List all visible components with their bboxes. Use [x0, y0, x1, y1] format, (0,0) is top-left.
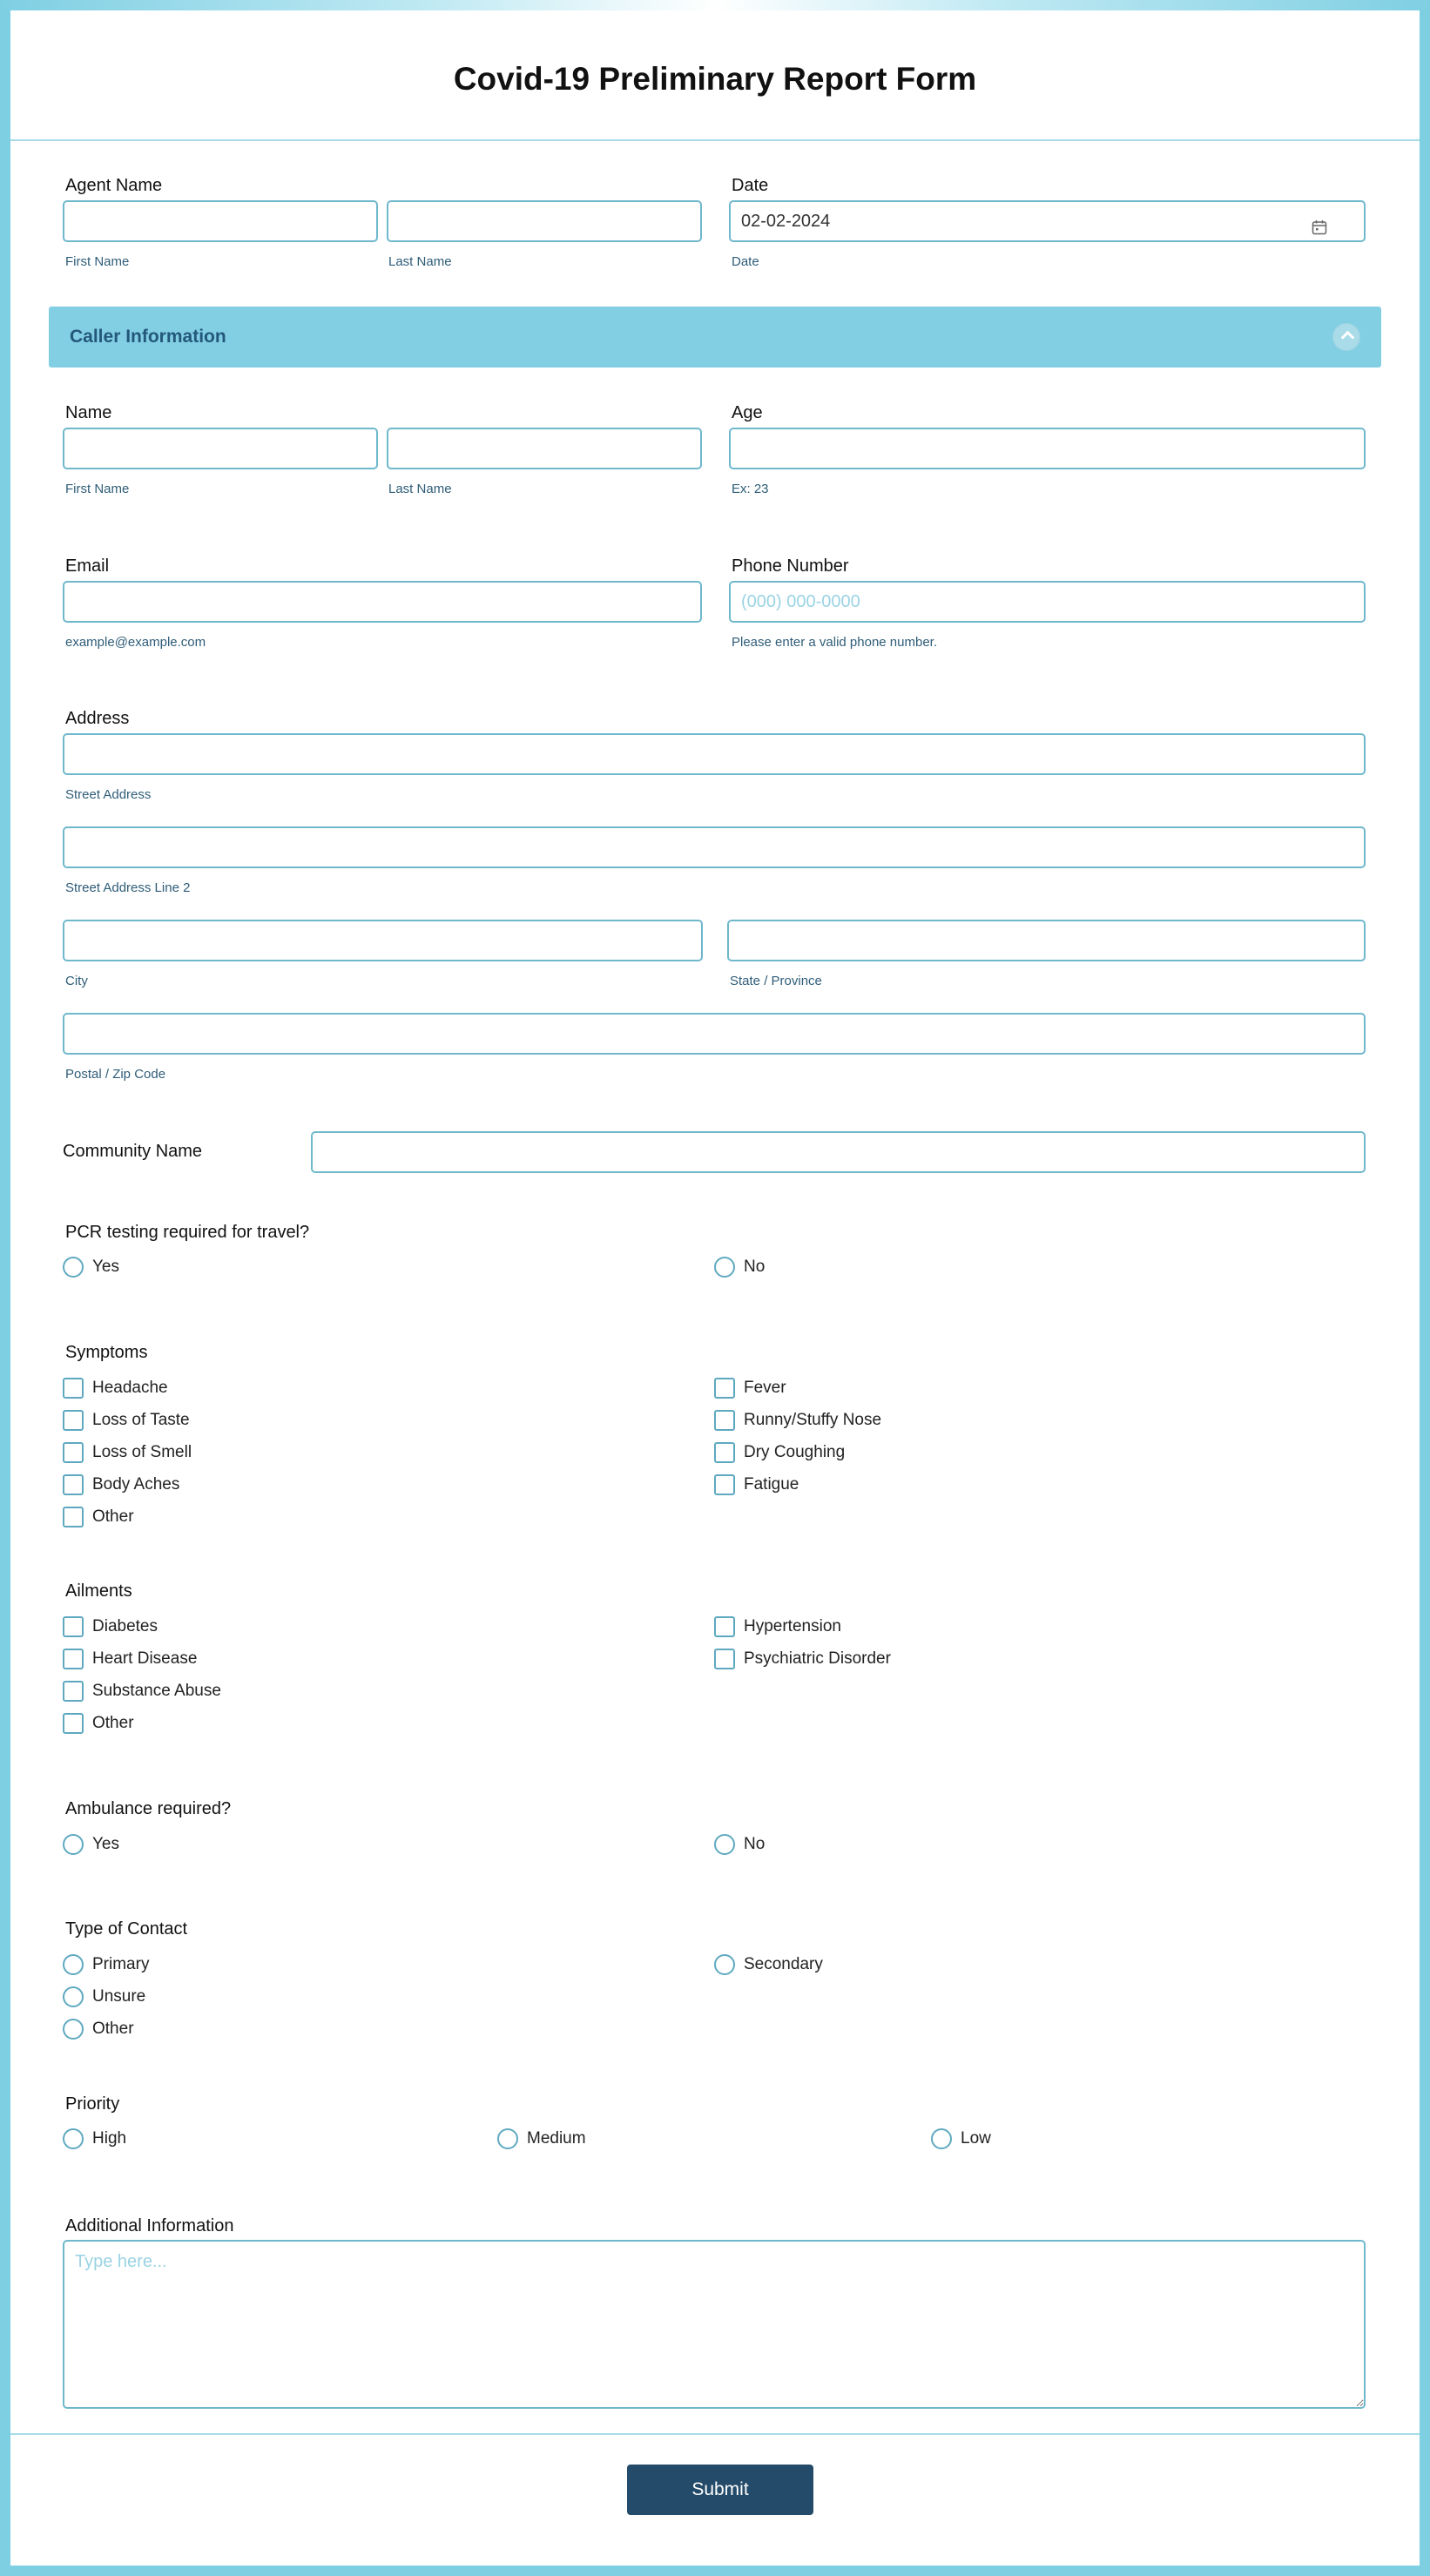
- pcr-label: PCR testing required for travel?: [65, 1223, 310, 1242]
- symptom-other[interactable]: Other: [63, 1506, 134, 1528]
- age-sublabel: Ex: 23: [732, 482, 769, 496]
- header-divider: [10, 139, 1420, 141]
- date-sublabel: Date: [732, 254, 759, 269]
- radio-circle[interactable]: [714, 1954, 735, 1975]
- date-input[interactable]: [729, 200, 1366, 242]
- contact-option-secondary[interactable]: Secondary: [714, 1953, 823, 1976]
- city-sublabel: City: [65, 974, 88, 988]
- email-input[interactable]: [63, 581, 702, 623]
- checkbox[interactable]: [714, 1442, 735, 1463]
- caller-last-name-input[interactable]: [387, 428, 702, 469]
- symptom-headache[interactable]: Headache: [63, 1377, 168, 1399]
- checkbox[interactable]: [63, 1410, 84, 1431]
- symptoms-label: Symptoms: [65, 1343, 148, 1362]
- top-gradient-bar: [0, 0, 1430, 10]
- priority-option-medium[interactable]: Medium: [497, 2128, 586, 2150]
- street-address-2-input[interactable]: [63, 826, 1366, 868]
- radio-circle[interactable]: [931, 2128, 952, 2149]
- agent-last-name-input[interactable]: [387, 200, 702, 242]
- caller-last-name-sublabel: Last Name: [388, 482, 452, 496]
- ailment-substance-abuse[interactable]: Substance Abuse: [63, 1680, 221, 1703]
- priority-option-high[interactable]: High: [63, 2128, 126, 2150]
- additional-info-label: Additional Information: [65, 2216, 234, 2235]
- checkbox[interactable]: [714, 1474, 735, 1495]
- checkbox[interactable]: [714, 1616, 735, 1637]
- radio-circle[interactable]: [714, 1834, 735, 1855]
- checkbox[interactable]: [63, 1616, 84, 1637]
- street-address-sublabel: Street Address: [65, 787, 152, 802]
- email-sublabel: example@example.com: [65, 635, 206, 650]
- caller-information-section[interactable]: [49, 307, 1381, 368]
- priority-option-low[interactable]: Low: [931, 2128, 991, 2150]
- checkbox[interactable]: [63, 1378, 84, 1399]
- radio-circle[interactable]: [497, 2128, 518, 2149]
- symptom-body-aches[interactable]: Body Aches: [63, 1473, 179, 1496]
- symptom-dry-coughing[interactable]: Dry Coughing: [714, 1441, 845, 1464]
- ailments-label: Ailments: [65, 1581, 132, 1601]
- radio-circle[interactable]: [63, 1986, 84, 2007]
- address-label: Address: [65, 709, 130, 728]
- ambulance-option-no[interactable]: No: [714, 1833, 765, 1856]
- checkbox[interactable]: [63, 1681, 84, 1702]
- agent-first-name-sublabel: First Name: [65, 254, 130, 269]
- form-title: Covid-19 Preliminary Report Form: [453, 61, 977, 97]
- email-label: Email: [65, 556, 110, 576]
- contact-option-other[interactable]: Other: [63, 2018, 134, 2040]
- city-input[interactable]: [63, 920, 703, 961]
- postal-code-input[interactable]: [63, 1013, 1366, 1055]
- radio-circle[interactable]: [63, 1954, 84, 1975]
- radio-circle[interactable]: [63, 2019, 84, 2040]
- contact-option-unsure[interactable]: Unsure: [63, 1986, 145, 2008]
- symptom-runny-nose[interactable]: Runny/Stuffy Nose: [714, 1409, 881, 1432]
- checkbox[interactable]: [63, 1474, 84, 1495]
- ailment-psychiatric-disorder[interactable]: Psychiatric Disorder: [714, 1648, 891, 1670]
- pcr-option-no[interactable]: No: [714, 1256, 765, 1278]
- contact-option-primary[interactable]: Primary: [63, 1953, 149, 1976]
- phone-input[interactable]: [729, 581, 1366, 623]
- caller-first-name-sublabel: First Name: [65, 482, 130, 496]
- agent-name-label: Agent Name: [65, 176, 163, 195]
- submit-button[interactable]: Submit: [627, 2465, 813, 2515]
- community-name-label: Community Name: [63, 1142, 203, 1161]
- contact-type-label: Type of Contact: [65, 1919, 188, 1939]
- radio-circle[interactable]: [714, 1257, 735, 1278]
- phone-sublabel: Please enter a valid phone number.: [732, 635, 937, 650]
- chevron-up-icon[interactable]: [1332, 323, 1360, 351]
- additional-info-textarea[interactable]: [63, 2240, 1366, 2409]
- street-address-input[interactable]: [63, 733, 1366, 775]
- priority-label: Priority: [65, 2094, 120, 2114]
- age-label: Age: [732, 403, 763, 422]
- section-title: Caller Information: [70, 327, 226, 347]
- street-address-2-sublabel: Street Address Line 2: [65, 880, 191, 895]
- postal-code-sublabel: Postal / Zip Code: [65, 1067, 166, 1082]
- ailment-heart-disease[interactable]: Heart Disease: [63, 1648, 197, 1670]
- ailment-other[interactable]: Other: [63, 1712, 134, 1735]
- phone-label: Phone Number: [732, 556, 849, 576]
- checkbox[interactable]: [63, 1713, 84, 1734]
- form-card: [10, 10, 1420, 2566]
- name-label: Name: [65, 403, 112, 422]
- symptom-fever[interactable]: Fever: [714, 1377, 786, 1399]
- radio-circle[interactable]: [63, 2128, 84, 2149]
- ambulance-option-yes[interactable]: Yes: [63, 1833, 119, 1856]
- checkbox[interactable]: [63, 1507, 84, 1527]
- checkbox[interactable]: [63, 1649, 84, 1669]
- agent-first-name-input[interactable]: [63, 200, 378, 242]
- symptom-loss-of-taste[interactable]: Loss of Taste: [63, 1409, 190, 1432]
- radio-circle[interactable]: [63, 1257, 84, 1278]
- checkbox[interactable]: [714, 1378, 735, 1399]
- checkbox[interactable]: [714, 1649, 735, 1669]
- community-name-input[interactable]: [311, 1131, 1366, 1173]
- radio-circle[interactable]: [63, 1834, 84, 1855]
- state-input[interactable]: [727, 920, 1366, 961]
- checkbox[interactable]: [714, 1410, 735, 1431]
- agent-last-name-sublabel: Last Name: [388, 254, 452, 269]
- footer-divider: [10, 2433, 1420, 2435]
- checkbox[interactable]: [63, 1442, 84, 1463]
- ailment-diabetes[interactable]: Diabetes: [63, 1615, 158, 1638]
- calendar-icon[interactable]: [1312, 219, 1327, 235]
- ailment-hypertension[interactable]: Hypertension: [714, 1615, 841, 1638]
- age-input[interactable]: [729, 428, 1366, 469]
- state-sublabel: State / Province: [730, 974, 822, 988]
- symptom-loss-of-smell[interactable]: Loss of Smell: [63, 1441, 192, 1464]
- ambulance-label: Ambulance required?: [65, 1799, 232, 1818]
- caller-first-name-input[interactable]: [63, 428, 378, 469]
- symptom-fatigue[interactable]: Fatigue: [714, 1473, 799, 1496]
- pcr-option-yes[interactable]: Yes: [63, 1256, 119, 1278]
- date-label: Date: [732, 176, 769, 195]
